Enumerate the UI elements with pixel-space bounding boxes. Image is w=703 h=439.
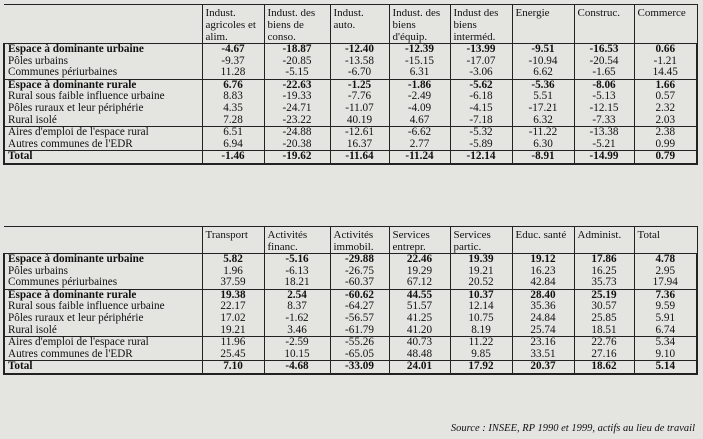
row-label: Pôles urbains [4,56,202,68]
table-row [4,337,697,349]
row-label: Aires d'emploi de l'espace rural [4,337,202,349]
table-cell: 18.21 [264,277,330,289]
table-cell: -2.59 [264,337,330,349]
table-row [4,349,697,361]
table-cell: 67.12 [389,277,450,289]
table-cell: -60.37 [330,277,389,289]
table-cell: -12.14 [450,151,512,164]
table-cell: 11.28 [202,67,264,79]
table-cell: 6.30 [512,139,574,151]
row-label: Total [4,361,202,374]
table-cell: 19.12 [512,254,574,266]
table-cell: 27.16 [574,349,634,361]
table-cell: 17.86 [574,254,634,266]
table-cell: 19.21 [202,325,264,337]
table-cell: 9.85 [450,349,512,361]
table-cell: -1.62 [264,313,330,325]
table-cell: -6.70 [330,67,389,79]
sector-table-2 [3,226,698,375]
table-cell: -1.21 [634,56,697,68]
table-cell: -7.76 [330,91,389,103]
table-row [4,254,697,266]
table-cell: -24.71 [264,103,330,115]
table-row [4,139,697,151]
table-cell: -11.22 [512,127,574,139]
table-row [4,79,697,91]
table-row [4,325,697,337]
table-cell: -56.57 [330,313,389,325]
row-label: Communes périurbaines [4,67,202,79]
table-cell: -5.36 [512,79,574,91]
table-cell: 48.48 [389,349,450,361]
table-cell: 10.75 [450,313,512,325]
table-cell: -19.33 [264,91,330,103]
header-corner [4,227,202,254]
table-cell: 18.62 [574,361,634,374]
table-cell: -8.91 [512,151,574,164]
table-cell: -2.49 [389,91,450,103]
column-header: Indust. auto. [330,5,389,44]
row-label: Espace à dominante rurale [4,289,202,301]
table-cell: 5.14 [634,361,697,374]
table-cell: 7.36 [634,289,697,301]
row-label: Communes périurbaines [4,277,202,289]
table-cell: -12.61 [330,127,389,139]
table-cell: 4.78 [634,254,697,266]
table-cell: -29.88 [330,254,389,266]
row-label: Espace à dominante urbaine [4,254,202,266]
table-cell: 10.15 [264,349,330,361]
table-row [4,289,697,301]
row-label: Rural isolé [4,325,202,337]
row-label: Espace à dominante rurale [4,79,202,91]
table-cell: -12.40 [330,44,389,56]
table-cell: 40.19 [330,115,389,127]
row-label: Rural sous faible influence urbaine [4,91,202,103]
table-cell: 2.38 [634,127,697,139]
table-row [4,56,697,68]
row-label: Rural isolé [4,115,202,127]
table-cell: 18.51 [574,325,634,337]
table-cell: -10.94 [512,56,574,68]
table-cell: -4.09 [389,103,450,115]
table-cell: 0.99 [634,139,697,151]
table-cell: -18.87 [264,44,330,56]
table-cell: 2.32 [634,103,697,115]
table-cell: 1.96 [202,266,264,278]
table-cell: 40.73 [389,337,450,349]
column-header: Construc. [574,5,634,44]
table-cell: -17.21 [512,103,574,115]
table-cell: -5.15 [264,67,330,79]
table-cell: -5.62 [450,79,512,91]
table-cell: -11.07 [330,103,389,115]
table-row [4,103,697,115]
table-cell: -3.06 [450,67,512,79]
table-cell: 51.57 [389,301,450,313]
column-header: Activités financ. [264,227,330,254]
table-row [4,313,697,325]
table-cell: 6.62 [512,67,574,79]
table-cell: 6.32 [512,115,574,127]
total-row [4,151,697,164]
table-cell: 3.46 [264,325,330,337]
column-header: Activités immobil. [330,227,389,254]
table-cell: 41.25 [389,313,450,325]
table-row [4,127,697,139]
table-cell: -5.21 [574,139,634,151]
table-cell: -20.85 [264,56,330,68]
table-row [4,301,697,313]
table-cell: 6.31 [389,67,450,79]
table-cell: 12.14 [450,301,512,313]
table-cell: 11.96 [202,337,264,349]
table-row [4,67,697,79]
table-cell: 10.37 [450,289,512,301]
table-cell: 20.37 [512,361,574,374]
table-cell: 35.73 [574,277,634,289]
table-cell: -6.18 [450,91,512,103]
table-cell: -4.67 [202,44,264,56]
table-cell: -8.06 [574,79,634,91]
table-cell: 17.92 [450,361,512,374]
table-cell: -5.13 [574,91,634,103]
column-header: Indust. des biens de conso. [264,5,330,44]
table-cell: -61.79 [330,325,389,337]
table-cell: -19.62 [264,151,330,164]
column-header: Educ. santé [512,227,574,254]
column-header: Indust. agricoles et alim. [202,5,264,44]
table-cell: -64.27 [330,301,389,313]
table-row [4,91,697,103]
table-cell: 24.84 [512,313,574,325]
row-label: Autres communes de l'EDR [4,139,202,151]
table-cell: 44.55 [389,289,450,301]
table-cell: -14.99 [574,151,634,164]
column-header: Services entrepr. [389,227,450,254]
table-cell: -12.39 [389,44,450,56]
table-cell: -11.64 [330,151,389,164]
table-cell: 16.37 [330,139,389,151]
table-row [4,266,697,278]
table-cell: -23.22 [264,115,330,127]
table-cell: 2.95 [634,266,697,278]
table-cell: -11.24 [389,151,450,164]
table-cell: 6.94 [202,139,264,151]
table-cell: -20.54 [574,56,634,68]
table-cell: 5.82 [202,254,264,266]
table-cell: 0.79 [634,151,697,164]
table-cell: -12.15 [574,103,634,115]
table-cell: 19.39 [450,254,512,266]
table-cell: -24.88 [264,127,330,139]
table-cell: -17.07 [450,56,512,68]
column-header: Services partic. [450,227,512,254]
table-cell: 25.19 [574,289,634,301]
table-cell: -1.86 [389,79,450,91]
row-label: Pôles ruraux et leur périphérie [4,313,202,325]
table-cell: -20.38 [264,139,330,151]
table-cell: 19.21 [450,266,512,278]
row-label: Aires d'emploi de l'espace rural [4,127,202,139]
table-cell: 7.10 [202,361,264,374]
header-corner [4,5,202,44]
table-cell: 8.37 [264,301,330,313]
source-note: Source : INSEE, RP 1990 et 1999, actifs au lieu de travail [450,423,695,434]
table-row [4,277,697,289]
row-label: Total [4,151,202,164]
table-cell: 5.51 [512,91,574,103]
column-header: Total [634,227,697,254]
table-cell: -13.38 [574,127,634,139]
table-cell: -7.18 [450,115,512,127]
column-header: Indust des biens interméd. [450,5,512,44]
table-cell: -16.53 [574,44,634,56]
table-cell: 22.17 [202,301,264,313]
table-cell: -55.26 [330,337,389,349]
table-cell: 24.01 [389,361,450,374]
table-cell: 4.35 [202,103,264,115]
table-cell: 14.45 [634,67,697,79]
table-cell: 17.94 [634,277,697,289]
table-cell: 8.83 [202,91,264,103]
header-row [4,5,697,44]
table-cell: 11.22 [450,337,512,349]
table-cell: -9.51 [512,44,574,56]
table-cell: 42.84 [512,277,574,289]
table-cell: -7.33 [574,115,634,127]
table-cell: 19.29 [389,266,450,278]
table-cell: -33.09 [330,361,389,374]
table-cell: 0.66 [634,44,697,56]
row-label: Pôles ruraux et leur périphérie [4,103,202,115]
table-row [4,44,697,56]
table-cell: -5.89 [450,139,512,151]
row-label: Pôles urbains [4,266,202,278]
table-cell: 7.28 [202,115,264,127]
table-cell: -9.37 [202,56,264,68]
column-header: Indust. des biens d'équip. [389,5,450,44]
table-cell: 25.45 [202,349,264,361]
table-cell: 2.03 [634,115,697,127]
table-cell: 25.85 [574,313,634,325]
total-row [4,361,697,374]
sector-table-1 [3,4,698,165]
table-cell: -65.05 [330,349,389,361]
table-cell: 5.34 [634,337,697,349]
table-cell: -22.63 [264,79,330,91]
table-cell: 2.54 [264,289,330,301]
table-row [4,115,697,127]
table-cell: 4.67 [389,115,450,127]
column-header: Commerce [634,5,697,44]
table-cell: -1.46 [202,151,264,164]
table-cell: -15.15 [389,56,450,68]
table-cell: 19.38 [202,289,264,301]
column-header: Energie [512,5,574,44]
table-cell: -5.16 [264,254,330,266]
table-cell: -1.65 [574,67,634,79]
table-cell: 33.51 [512,349,574,361]
header-row [4,227,697,254]
row-label: Autres communes de l'EDR [4,349,202,361]
row-label: Rural sous faible influence urbaine [4,301,202,313]
table-cell: 6.76 [202,79,264,91]
table-cell: 35.36 [512,301,574,313]
table-cell: -26.75 [330,266,389,278]
table-cell: 9.10 [634,349,697,361]
table-cell: -13.58 [330,56,389,68]
row-label: Espace à dominante urbaine [4,44,202,56]
table-cell: 6.74 [634,325,697,337]
table-cell: -4.68 [264,361,330,374]
column-header: Transport [202,227,264,254]
table-cell: 2.77 [389,139,450,151]
table-cell: 5.91 [634,313,697,325]
table-cell: 22.76 [574,337,634,349]
table-cell: 8.19 [450,325,512,337]
table-cell: 16.25 [574,266,634,278]
table-cell: 22.46 [389,254,450,266]
table-cell: -6.13 [264,266,330,278]
table-cell: -13.99 [450,44,512,56]
table-cell: -5.32 [450,127,512,139]
table-cell: -6.62 [389,127,450,139]
table-cell: 20.52 [450,277,512,289]
table-cell: 25.74 [512,325,574,337]
table-cell: 9.59 [634,301,697,313]
table-cell: 16.23 [512,266,574,278]
table-cell: 0.57 [634,91,697,103]
table-cell: -60.62 [330,289,389,301]
table-cell: -1.25 [330,79,389,91]
table-cell: 41.20 [389,325,450,337]
column-header: Administ. [574,227,634,254]
table-cell: 6.51 [202,127,264,139]
table-cell: 23.16 [512,337,574,349]
table-cell: 37.59 [202,277,264,289]
table-cell: -4.15 [450,103,512,115]
table-cell: 1.66 [634,79,697,91]
table-cell: 28.40 [512,289,574,301]
table-cell: 17.02 [202,313,264,325]
table-cell: 30.57 [574,301,634,313]
